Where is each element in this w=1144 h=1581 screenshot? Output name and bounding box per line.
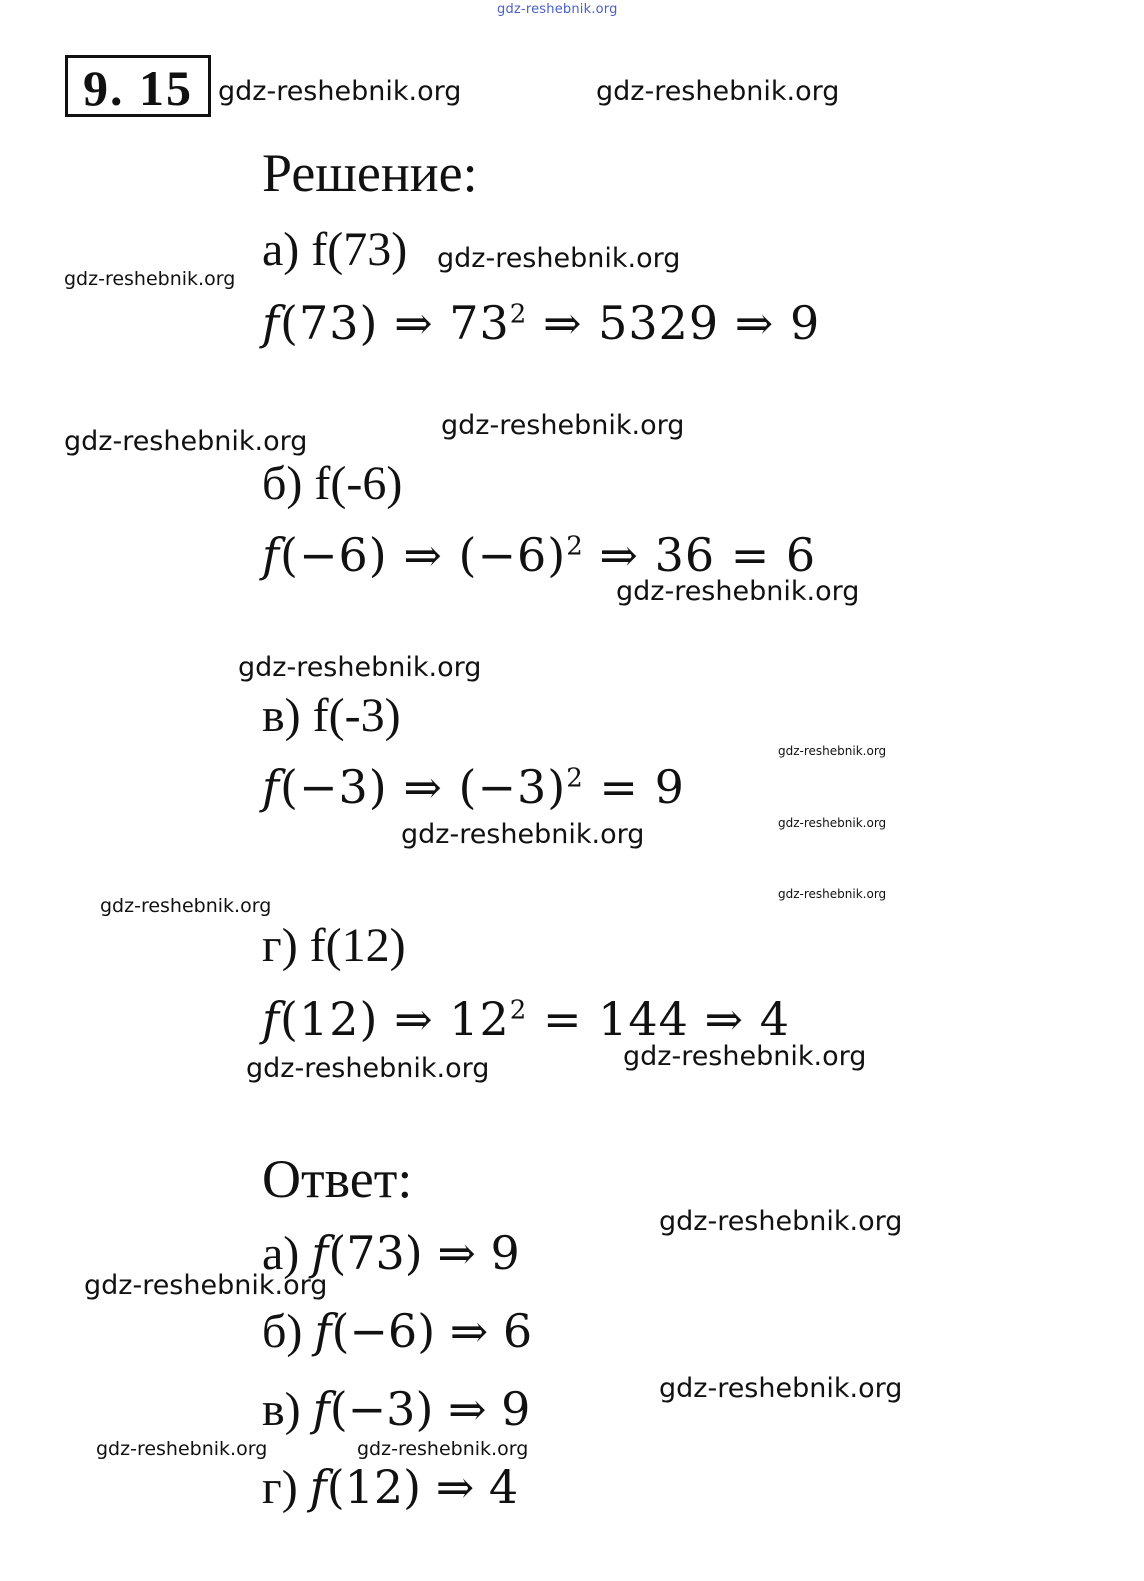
part-b-math: f(−6) ⇒ $(-6)^2$ ⇒ 36 = 6 — [262, 528, 817, 582]
watermark: gdz-reshebnik.org — [64, 426, 308, 457]
watermark: gdz-reshebnik.org — [596, 76, 840, 107]
watermark-top: gdz-reshebnik.org — [497, 2, 618, 17]
solution-heading: Решение: — [262, 143, 478, 203]
watermark: gdz-reshebnik.org — [623, 1041, 867, 1072]
part-d-label: г) f(12) — [262, 919, 406, 972]
watermark: gdz-reshebnik.org — [778, 887, 887, 901]
answer-d: г) f(12) ⇒ 4 — [262, 1460, 519, 1514]
watermark: gdz-reshebnik.org — [778, 744, 887, 758]
watermark: gdz-reshebnik.org — [64, 268, 236, 290]
watermark: gdz-reshebnik.org — [100, 895, 272, 917]
answer-c: в) f(−3) ⇒ 9 — [262, 1382, 531, 1436]
problem-number: 9. 15 — [65, 55, 211, 117]
part-b-label: б) f(-6) — [262, 457, 403, 510]
watermark: gdz-reshebnik.org — [401, 819, 645, 850]
watermark: gdz-reshebnik.org — [437, 243, 681, 274]
answer-b: б) f(−6) ⇒ 6 — [262, 1304, 533, 1358]
watermark: gdz-reshebnik.org — [246, 1053, 490, 1084]
watermark: gdz-reshebnik.org — [441, 410, 685, 441]
answer-heading: Ответ: — [262, 1149, 413, 1209]
part-c-label: в) f(-3) — [262, 689, 401, 742]
watermark: gdz-reshebnik.org — [357, 1438, 529, 1460]
watermark: gdz-reshebnik.org — [659, 1206, 903, 1237]
watermark: gdz-reshebnik.org — [778, 816, 887, 830]
watermark: gdz-reshebnik.org — [616, 576, 860, 607]
part-d-math: f(12) ⇒ $12^2 = 144$ ⇒ 4 — [262, 992, 790, 1046]
part-a-label: а) f(73) — [262, 223, 408, 276]
watermark: gdz-reshebnik.org — [238, 652, 482, 683]
watermark: gdz-reshebnik.org — [84, 1270, 328, 1301]
part-a-math: f(73) ⇒ $73^2$ ⇒ 5329 ⇒ 9 — [262, 296, 821, 350]
part-c-math: f(−3) ⇒ $(-3)^2 = 9$ — [262, 760, 685, 814]
watermark: gdz-reshebnik.org — [96, 1438, 268, 1460]
watermark: gdz-reshebnik.org — [218, 76, 462, 107]
answer-a: а) f(73) ⇒ 9 — [262, 1226, 520, 1280]
watermark: gdz-reshebnik.org — [659, 1373, 903, 1404]
